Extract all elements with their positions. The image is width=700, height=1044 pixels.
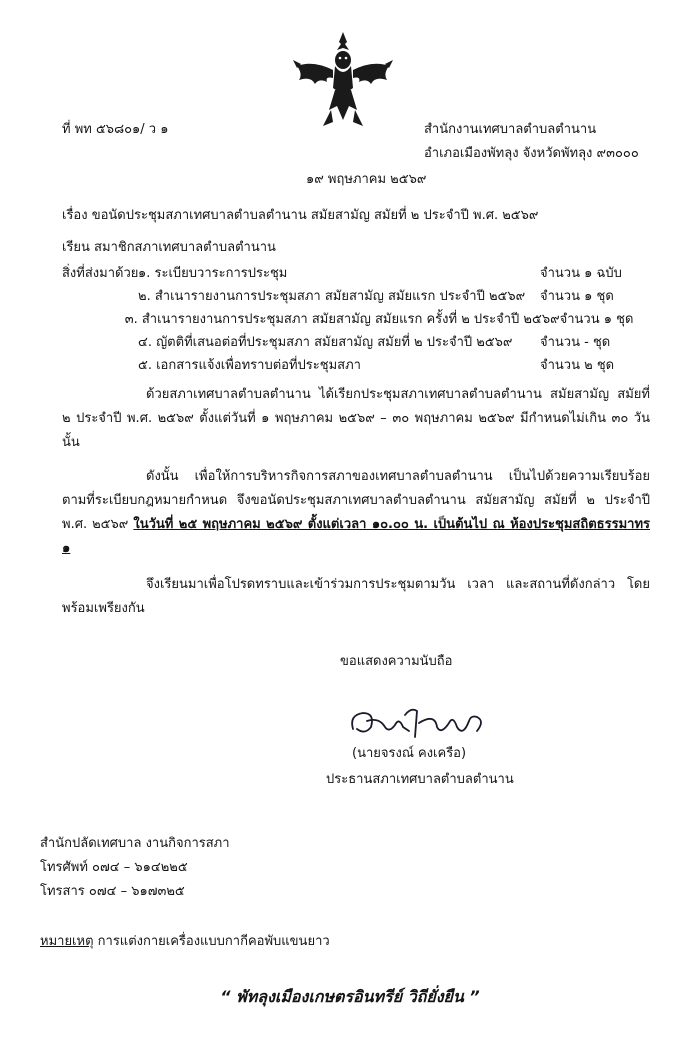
enclosure-item bbox=[62, 262, 652, 285]
enclosure-qty: จำนวน ๒ ชุด bbox=[540, 358, 615, 373]
subject-line: เรื่อง ขอนัดประชุมสภาเทศบาลตำบลตำนาน สมัยสามัญ สมัยที่ ๒ ประจำปี พ.ศ. ๒๕๖๙ bbox=[62, 208, 539, 223]
agency-name: สำนักงานเทศบาลตำบลตำนาน bbox=[424, 122, 597, 137]
contact-fax: โทรสาร ๐๗๔ – ๖๑๗๓๒๕ bbox=[40, 884, 185, 899]
enclosure-item bbox=[62, 354, 652, 377]
handwritten-signature bbox=[345, 703, 495, 743]
paragraph-text: ดังนั้น เพื่อให้การบริหารกิจการสภาของเทศบาลตำบลตำนาน เป็นไปด้วยความเรียบร้อยตามที่ระเบียบกฎหมายกำหนด จึงขอนัดประชุมสภาเทศบาลตำบลตำนาน สมัยสามัญ สมัยที่ ๒ ประจำปี พ.ศ. ๒๕๖๙ bbox=[62, 469, 650, 532]
body-paragraph-2 bbox=[62, 465, 650, 561]
enclosure-text: ๔. ญัตติที่เสนอต่อที่ประชุมสภา สมัยสามัญ สมัยที่ ๒ ประจำปี ๒๕๖๙ bbox=[138, 335, 513, 350]
body-paragraph-3 bbox=[62, 573, 650, 621]
document-number: ที่ พท ๕๖๘๐๑/ ว ๑ bbox=[62, 122, 169, 137]
enclosure-list bbox=[62, 262, 652, 377]
enclosure-item bbox=[62, 308, 652, 331]
note-label: หมายเหตุ bbox=[40, 934, 94, 949]
contact-phone: โทรศัพท์ ๐๗๔ – ๖๑๔๒๒๕ bbox=[40, 860, 188, 875]
signatory-name: (นายจรงณ์ คงเครือ) bbox=[352, 746, 467, 761]
enclosure-text: ๑. ระเบียบวาระการประชุม bbox=[138, 266, 288, 281]
agency-address bbox=[424, 118, 639, 166]
paragraph-text: จึงเรียนมาเพื่อโปรดทราบและเข้าร่วมการประชุมตามวัน เวลา และสถานที่ดังกล่าว โดยพร้อมเพรียงกัน bbox=[62, 577, 650, 616]
meeting-datetime-venue: ในวันที่ ๒๕ พฤษภาคม ๒๕๖๙ ตั้งแต่เวลา ๑๐.๐๐ น. เป็นต้นไป ณ ห้องประชุมสถิตธรรมาทร ๑ bbox=[62, 517, 650, 556]
enclosure-lead: สิ่งที่ส่งมาด้วย bbox=[62, 266, 139, 281]
enclosure-item bbox=[62, 285, 652, 308]
enclosure-qty: จำนวน - ชุด bbox=[540, 335, 611, 350]
contact-office: สำนักปลัดเทศบาล งานกิจการสภา bbox=[40, 836, 230, 851]
body-paragraph-1 bbox=[62, 383, 650, 455]
agency-location: อำเภอเมืองพัทลุง จังหวัดพัทลุง ๙๓๐๐๐ bbox=[424, 146, 639, 161]
garuda-emblem-icon bbox=[293, 30, 393, 132]
contact-block bbox=[40, 832, 230, 904]
enclosure-qty: จำนวน ๑ ชุด bbox=[540, 289, 614, 304]
note-line bbox=[40, 930, 330, 951]
slogan: “ พัทลุงเมืองเกษตรอินทรีย์ วิถียั่งยืน ” bbox=[220, 987, 480, 1006]
note-text: การแต่งกายเครื่องแบบกากีคอพับแขนยาว bbox=[97, 934, 330, 949]
enclosure-qty: จำนวน ๑ ชุด bbox=[559, 312, 634, 327]
document-date: ๑๙ พฤษภาคม ๒๕๖๙ bbox=[306, 172, 427, 187]
closing-phrase: ขอแสดงความนับถือ bbox=[340, 654, 453, 669]
enclosure-text: ๕. เอกสารแจ้งเพื่อทราบต่อที่ประชุมสภา bbox=[138, 358, 361, 373]
recipient-line: เรียน สมาชิกสภาเทศบาลตำบลตำนาน bbox=[62, 240, 276, 255]
paragraph-text: ด้วยสภาเทศบาลตำบลตำนาน ได้เรียกประชุมสภาเทศบาลตำบลตำนาน สมัยสามัญ สมัยที่ ๒ ประจำปี พ.ศ. ๒๕๖๙ ตั้งแต่วันที่ ๑ พฤษภาคม ๒๕๖๙ – ๓๐ พฤษภาคม ๒๕๖๙ มีกำหนดไม่เกิน ๓๐ วัน นั้น bbox=[62, 387, 650, 450]
enclosure-text: ๓. สำเนารายงานการประชุมสภา สมัยสามัญ สมัยแรก ครั้งที่ ๒ ประจำปี ๒๕๖๙ bbox=[124, 312, 560, 327]
enclosure-qty: จำนวน ๑ ฉบับ bbox=[540, 266, 622, 281]
signatory-title: ประธานสภาเทศบาลตำบลตำนาน bbox=[326, 772, 514, 787]
enclosure-text: ๒. สำเนารายงานการประชุมสภา สมัยสามัญ สมัยแรก ประจำปี ๒๕๖๙ bbox=[138, 289, 526, 304]
enclosure-item bbox=[62, 331, 652, 354]
